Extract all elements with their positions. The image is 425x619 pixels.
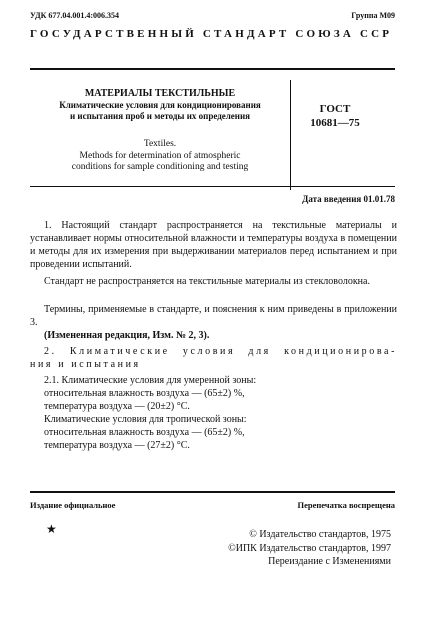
title-ru-line2: Климатические условия для кондиционирования — [59, 100, 261, 110]
title-en-line3: conditions for sample conditioning and testing — [71, 162, 249, 172]
copyright-1997: ©ИПК Издательство стандартов, 1997 — [228, 542, 391, 554]
title-english — [36, 139, 284, 174]
title-russian — [36, 88, 284, 122]
title-en-line2: Methods for determination of atmospheric — [79, 150, 241, 161]
revision-note: (Измененная редакция, Изм. № 2, 3). — [44, 330, 210, 341]
title-divider — [290, 80, 291, 190]
section-2-1-line: относительная влажность воздуха — (65±2) %, — [44, 388, 245, 399]
section-2-1-line: Климатические условия для тропической зоны: — [44, 414, 247, 425]
group-code: Группа М09 — [351, 11, 395, 20]
gost-designation — [300, 102, 370, 130]
section-2-1-line: температура воздуха — (20±2) °С. — [44, 401, 190, 412]
udk-code: УДК 677.04.001.4:006.354 — [30, 11, 120, 20]
section-2-1-line: температура воздуха — (27±2) °С. — [44, 440, 190, 451]
gost-label: ГОСТ — [319, 103, 351, 115]
official-edition: Издание официальное — [30, 500, 116, 510]
section-2-1 — [44, 374, 384, 452]
title-ru-line3: и испытания проб и методы их определения — [69, 111, 251, 121]
gost-number: 10681—75 — [310, 117, 360, 129]
top-rule — [30, 68, 395, 70]
title-ru-line1: МАТЕРИАЛЫ ТЕКСТИЛЬНЫЕ — [84, 88, 236, 99]
state-standard-heading: ГОСУДАРСТВЕННЫЙ СТАНДАРТ СОЮЗА ССР — [30, 28, 393, 40]
section-2-1-line: 2.1. Климатические условия для умеренной зоны: — [44, 375, 257, 386]
section-2-1-line: относительная влажность воздуха — (65±2) %, — [44, 427, 245, 438]
mid-rule — [30, 186, 395, 187]
intro-date: Дата введения 01.01.78 — [302, 194, 395, 204]
paragraph-3: Термины, применяемые в стандарте, и пояснения к ним приведены в приложении 3. — [30, 304, 397, 328]
paragraph-1: 1. Настоящий стандарт распространяется на текстильные материалы и устанавливает нормы относительной влажности и температуры воздуха в помещении и методы для их измерения при выдерживании материалов перед испытанием и при проведении испытаний. — [30, 220, 397, 270]
star-icon: ★ — [46, 522, 57, 536]
copyright-block — [228, 528, 391, 569]
reprint-prohibited: Перепечатка воспрещена — [297, 500, 395, 510]
section-2-heading-line2: ния и испытания — [30, 359, 141, 370]
section-2-heading-line1: 2. Климатические условия для кондиционирова- — [44, 346, 397, 357]
bottom-rule — [30, 491, 395, 493]
paragraph-2: Стандарт не распространяется на текстильные материалы из стекловолокна. — [44, 276, 370, 287]
copyright-1975: © Издательство стандартов, 1975 — [249, 529, 391, 540]
title-en-line1: Textiles. — [143, 139, 177, 149]
reissue-note: Переиздание с Изменениями — [268, 556, 391, 567]
